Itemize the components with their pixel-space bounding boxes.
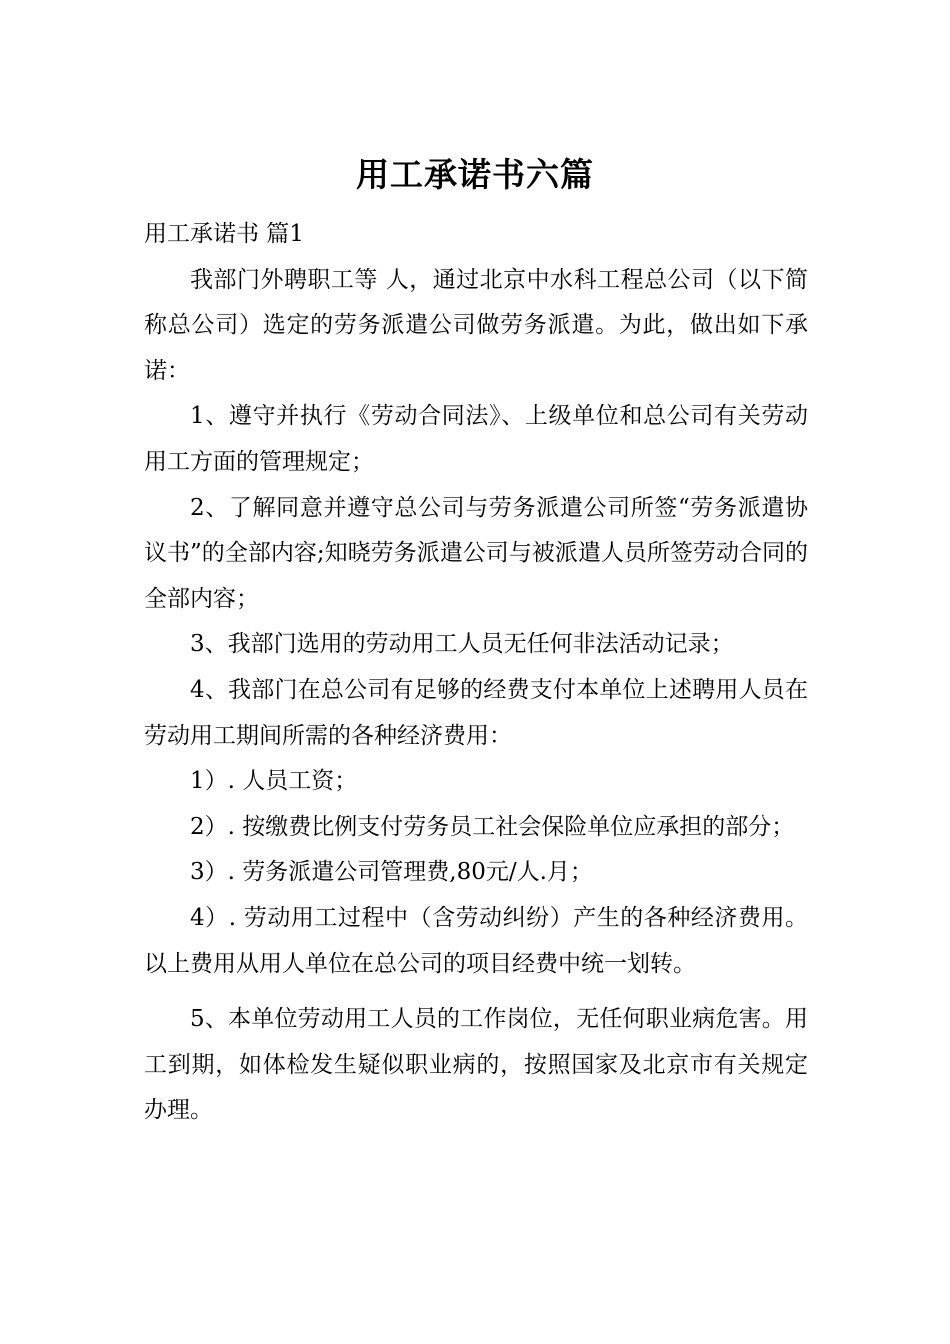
section-heading: 用工承诺书 篇1: [144, 221, 304, 247]
paragraph-subitem-4: 4）. 劳动用工过程中（含劳动纠纷）产生的各种经济费用。 以上费用从用人单位在总公司的项目经费中统一划转。: [144, 904, 808, 977]
paragraph-item-3: 3、我部门选用的劳动用工人员无任何非法活动记录；: [190, 631, 734, 658]
document-body: [144, 212, 808, 1134]
paragraph-subitem-2: 2）. 按缴费比例支付劳务员工社会保险单位应承担的部分；: [190, 813, 795, 840]
paragraph-item-4: 4、我部门在总公司有足够的经费支付本单位上述聘用人员在劳动用工期间所需的各种经济费用：: [144, 676, 808, 749]
paragraph-item-2: 2、了解同意并遵守总公司与劳务派遣公司所签“劳务派遣协议书”的全部内容;知晓劳务派遣公司与被派遣人员所签劳动合同的全部内容；: [144, 494, 808, 612]
paragraph-intro: 我部门外聘职工等 人，通过北京中水科工程总公司（以下简称总公司）选定的劳务派遣公司做劳务派遣。为此，做出如下承诺：: [144, 266, 808, 384]
paragraph-subitem-3: 3）. 劳务派遣公司管理费,80元/人.月；: [190, 859, 593, 886]
paragraph-item-5: 5、本单位劳动用工人员的工作岗位，无任何职业病危害。用工到期，如体检发生疑似职业病的，按照国家及北京市有关规定办理。: [144, 1006, 808, 1124]
paragraph-subitem-1: 1）. 人员工资；: [190, 768, 358, 795]
document-title: 用工承诺书六篇: [356, 155, 594, 194]
paragraph-item-1: 1、遵守并执行《劳动合同法》、上级单位和总公司有关劳动用工方面的管理规定；: [144, 403, 808, 475]
